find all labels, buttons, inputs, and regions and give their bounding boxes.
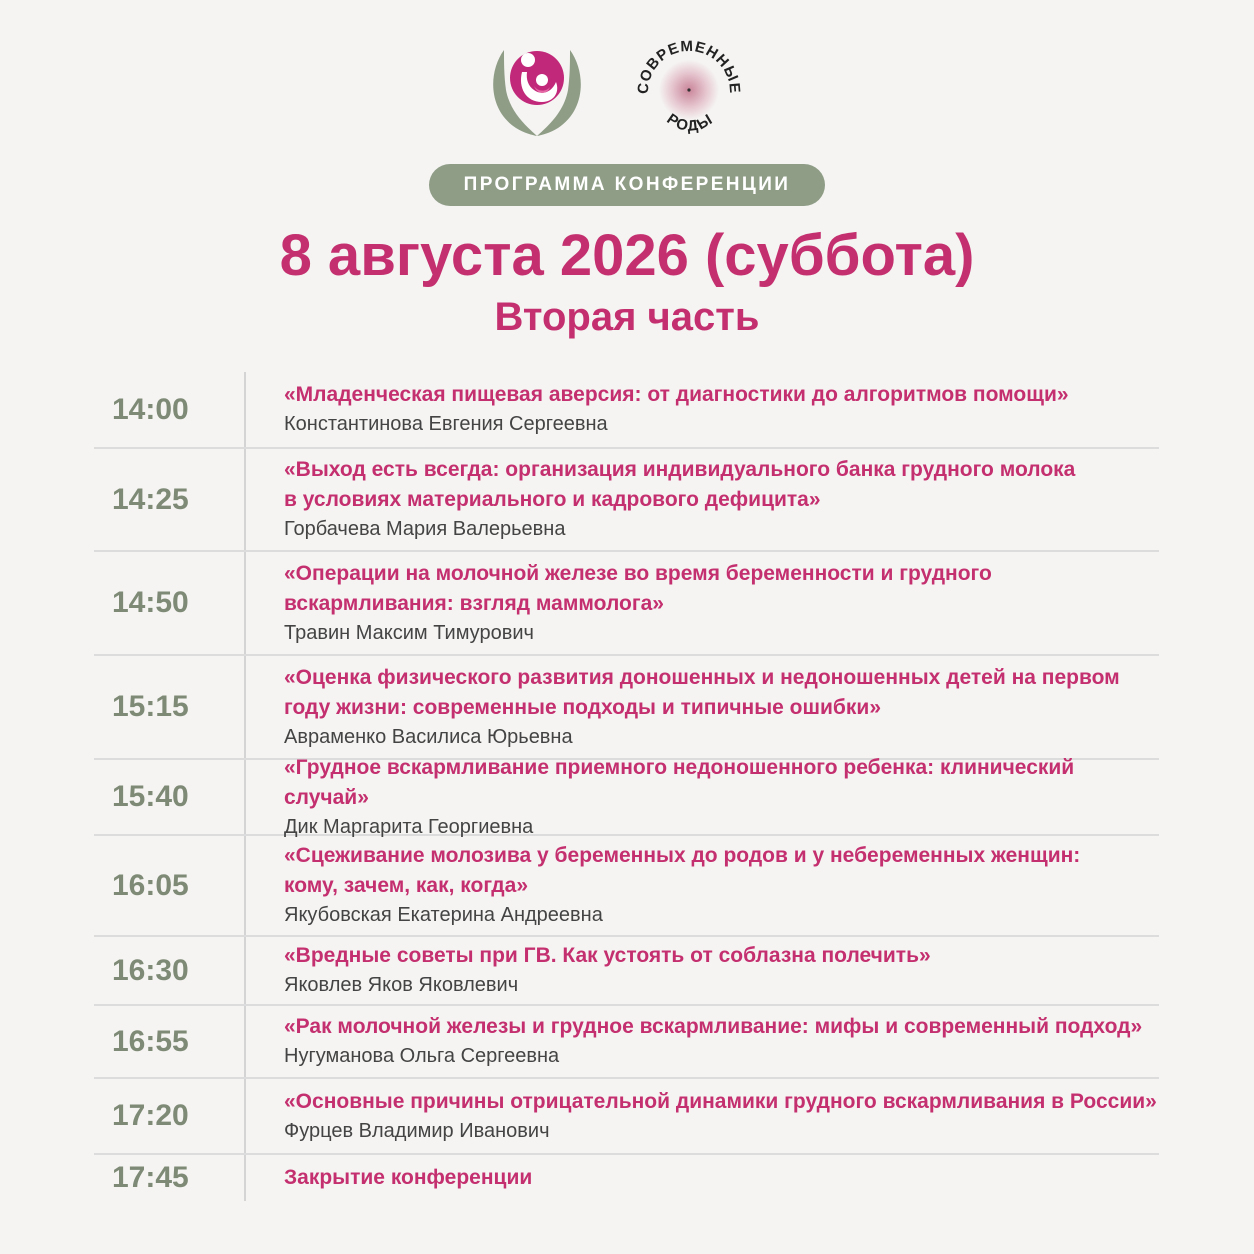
schedule-row bbox=[94, 836, 1159, 937]
schedule-row bbox=[94, 1155, 1159, 1201]
speaker-name: Дик Маргарита Георгиевна bbox=[284, 815, 534, 838]
logos bbox=[0, 30, 1254, 145]
schedule-row bbox=[94, 449, 1159, 552]
time-cell: 16:30 bbox=[94, 937, 246, 1004]
schedule-row bbox=[94, 1006, 1159, 1079]
svg-text:РОДЫ: РОДЫ bbox=[663, 110, 717, 135]
schedule-table bbox=[94, 372, 1159, 1201]
closing-title: Закрытие конференции bbox=[284, 1166, 533, 1189]
time-cell: 14:00 bbox=[94, 372, 246, 447]
talk-cell bbox=[246, 1155, 532, 1201]
talk-cell bbox=[246, 552, 992, 654]
time-cell: 16:55 bbox=[94, 1006, 246, 1077]
talk-cell bbox=[246, 449, 1075, 550]
time-cell: 14:50 bbox=[94, 552, 246, 654]
talk-title: «Рак молочной железы и грудное вскармливание: мифы и современный подход» bbox=[284, 1015, 1143, 1038]
schedule-row bbox=[94, 372, 1159, 449]
speaker-name: Авраменко Василиса Юрьевна bbox=[284, 725, 573, 748]
talk-title: «Вредные советы при ГВ. Как устоять от соблазна полечить» bbox=[284, 944, 931, 967]
speaker-name: Константинова Евгения Сергеевна bbox=[284, 413, 608, 435]
speaker-name: Нугуманова Ольга Сергеевна bbox=[284, 1045, 560, 1067]
schedule-row bbox=[94, 656, 1159, 760]
time-cell: 17:45 bbox=[94, 1155, 246, 1201]
schedule-row bbox=[94, 552, 1159, 656]
part-title: Вторая часть bbox=[494, 295, 760, 339]
mother-child-hands-logo bbox=[482, 32, 592, 142]
time-cell: 16:05 bbox=[94, 836, 246, 935]
speaker-name: Горбачева Мария Валерьевна bbox=[284, 518, 566, 540]
sovremennye-rody-logo bbox=[630, 30, 748, 148]
talk-cell bbox=[246, 1006, 1142, 1077]
talk-title: «Оценка физического развития доношенных и недоношенных детей на первом году жизни: современные подходы и типичные ошибки» bbox=[284, 665, 1120, 719]
schedule-row bbox=[94, 937, 1159, 1006]
svg-text:СОВРЕМЕННЫЕ: СОВРЕМЕННЫЕ bbox=[634, 37, 744, 95]
speaker-name: Яковлев Яков Яковлевич bbox=[284, 974, 519, 996]
talk-cell bbox=[246, 836, 1080, 935]
talk-title: «Операции на молочной железе во время беременности и грудного вскармливания: взгляд маммолога» bbox=[284, 561, 992, 615]
time-cell: 15:40 bbox=[94, 760, 246, 834]
talk-title: «Сцеживание молозива у беременных до родов и у небеременных женщин: кому, зачем, как, когда» bbox=[284, 844, 1081, 897]
talk-title: «Выход есть всегда: организация индивидуального банка грудного молока в условиях материального и кадрового дефицита» bbox=[284, 458, 1076, 511]
talk-cell bbox=[246, 372, 1069, 447]
talk-cell bbox=[246, 656, 1120, 758]
talk-title: «Грудное вскармливание приемного недоношенного ребенка: клинический случай» bbox=[284, 755, 1075, 809]
talk-cell bbox=[246, 755, 1159, 838]
talk-title: «Основные причины отрицательной динамики грудного вскармливания в России» bbox=[284, 1089, 1157, 1113]
schedule-row bbox=[94, 1079, 1159, 1155]
speaker-name: Якубовская Екатерина Андреевна bbox=[284, 904, 603, 926]
program-badge: ПРОГРАММА КОНФЕРЕНЦИИ bbox=[429, 164, 825, 206]
talk-cell bbox=[246, 937, 931, 1004]
schedule-row bbox=[94, 755, 1159, 838]
time-cell: 17:20 bbox=[94, 1079, 246, 1153]
talk-title: «Младенческая пищевая аверсия: от диагностики до алгоритмов помощи» bbox=[284, 383, 1069, 406]
speaker-name: Травин Максим Тимурович bbox=[284, 621, 534, 644]
speaker-name: Фурцев Владимир Иванович bbox=[284, 1119, 550, 1142]
time-cell: 14:25 bbox=[94, 449, 246, 550]
conference-date: 8 августа 2026 (суббота) bbox=[279, 223, 975, 288]
time-cell: 15:15 bbox=[94, 656, 246, 758]
talk-cell bbox=[246, 1079, 1157, 1153]
